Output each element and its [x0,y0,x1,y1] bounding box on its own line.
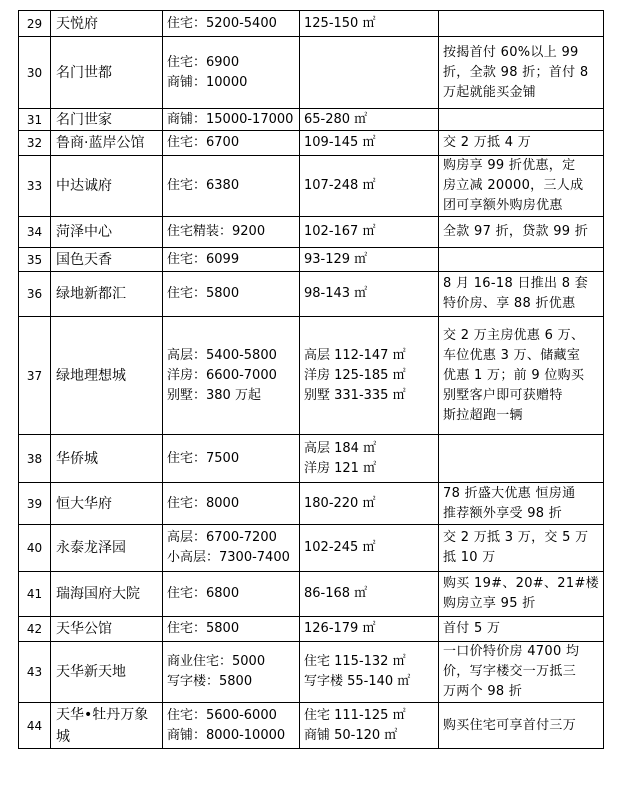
promotion-line: 抵 10 万 [443,550,496,565]
promotion-cell [439,617,604,642]
promotion-line: 价，写字楼交一万抵三 [443,664,577,679]
price-line: 别墅：380 万起 [167,387,261,403]
row-number: 32 [19,131,51,156]
price-line: 住宅：6099 [167,251,240,267]
promotion-cell [439,248,604,272]
area-cell [300,248,439,272]
project-name [51,703,163,749]
table-row [19,435,604,483]
promotion-cell [439,37,604,109]
area-cell [300,703,439,749]
price-line: 高层：5400-5800 [167,347,277,363]
table-row [19,617,604,642]
project-name: 鲁商·蓝岸公馆 [51,131,163,156]
price-cell [163,109,300,131]
project-name: 绿地新都汇 [51,272,163,317]
promotion-line: 万两个 98 折 [443,684,523,699]
promotion-cell [439,217,604,248]
area-line: 高层 184 ㎡ [304,440,377,456]
area-line: 102-245 ㎡ [304,540,376,555]
table-row [19,572,604,617]
price-cell [163,642,300,703]
promotion-line: 万起就能买金铺 [443,84,537,100]
promotion-line: 78 折盛大优惠 恒房通 [443,485,576,501]
promotion-cell [439,272,604,317]
promotion-line: 推荐额外享受 98 折 [443,505,563,521]
promotion-line: 按揭首付 60%以上 99 [443,44,579,60]
area-line: 高层 112-147 ㎡ [304,347,406,363]
area-cell [300,217,439,248]
promotion-cell [439,156,604,217]
row-number: 35 [19,248,51,272]
promotion-line: 购买 19#、20#、21#楼 [443,576,599,591]
area-line: 98-143 ㎡ [304,286,368,301]
promotion-line: 折，全款 98 折；首付 8 [443,64,589,80]
area-line: 180-220 ㎡ [304,495,376,511]
table-row [19,37,604,109]
table-row [19,272,604,317]
row-number: 33 [19,156,51,217]
area-cell [300,435,439,483]
row-number: 37 [19,317,51,435]
table-row [19,642,604,703]
price-cell [163,317,300,435]
price-line: 住宅：5800 [167,286,240,301]
table-row [19,525,604,572]
area-cell [300,525,439,572]
area-line: 写字楼 55-140 ㎡ [304,674,411,689]
promotion-line: 8 月 16-18 日推出 8 套 [443,276,589,291]
project-name: 名门世家 [51,109,163,131]
area-line: 109-145 ㎡ [304,135,376,150]
promotion-line: 交 2 万抵 4 万 [443,135,532,150]
price-cell [163,37,300,109]
promotion-line: 别墅客户即可获赠特 [443,387,563,403]
price-line: 写字楼：5800 [167,674,253,689]
project-name-line: 天华•牡丹万象 [56,706,149,723]
promotion-line: 团可享额外购房优惠 [443,198,563,213]
area-line: 住宅 115-132 ㎡ [304,654,406,669]
promotion-line: 购房立享 95 折 [443,596,536,611]
area-cell [300,109,439,131]
area-line: 洋房 121 ㎡ [304,460,377,476]
row-number: 39 [19,483,51,525]
row-number: 43 [19,642,51,703]
price-line: 住宅：8000 [167,495,240,511]
promotion-cell [439,11,604,37]
table-row [19,109,604,131]
row-number: 38 [19,435,51,483]
price-line: 住宅：6800 [167,586,240,601]
price-cell [163,156,300,217]
price-cell [163,217,300,248]
area-cell [300,272,439,317]
area-cell [300,617,439,642]
table-row [19,248,604,272]
table-row [19,317,604,435]
project-name: 华侨城 [51,435,163,483]
project-name: 绿地理想城 [51,317,163,435]
price-line: 住宅：6900 [167,54,240,70]
promotion-line: 斯拉超跑一辆 [443,407,523,423]
table-row [19,11,604,37]
table-row [19,483,604,525]
project-name: 天华新天地 [51,642,163,703]
price-cell [163,131,300,156]
price-line: 住宅：6700 [167,135,240,150]
table-row [19,131,604,156]
price-line: 住宅精装：9200 [167,224,266,239]
price-line: 住宅：6380 [167,178,240,193]
table-row [19,156,604,217]
area-line: 住宅 111-125 ㎡ [304,707,406,723]
area-line: 93-129 ㎡ [304,251,368,267]
area-line: 86-168 ㎡ [304,586,368,601]
price-cell [163,572,300,617]
price-cell [163,11,300,37]
promotion-line: 购房享 99 折优惠，定 [443,158,576,173]
promotion-line: 优惠 1 万；前 9 位购买 [443,367,585,383]
price-cell [163,617,300,642]
area-cell [300,131,439,156]
row-number: 41 [19,572,51,617]
row-number: 31 [19,109,51,131]
area-cell [300,572,439,617]
price-line: 小高层：7300-7400 [167,550,290,565]
price-line: 高层：6700-7200 [167,530,277,545]
price-line: 商业住宅：5000 [167,654,266,669]
area-line: 107-248 ㎡ [304,178,376,193]
price-cell [163,525,300,572]
promotion-cell [439,483,604,525]
project-name: 中达诚府 [51,156,163,217]
row-number: 30 [19,37,51,109]
price-line: 住宅：5200-5400 [167,15,277,31]
project-name: 天悦府 [51,11,163,37]
project-name: 菏泽中心 [51,217,163,248]
project-name: 天华公馆 [51,617,163,642]
row-number: 34 [19,217,51,248]
area-line: 102-167 ㎡ [304,224,376,239]
area-line: 126-179 ㎡ [304,621,376,636]
area-cell [300,37,439,109]
promotion-cell [439,435,604,483]
project-name-line: 城 [56,728,70,745]
price-cell [163,703,300,749]
promotion-cell [439,642,604,703]
promotion-cell [439,703,604,749]
promotion-line: 车位优惠 3 万、储藏室 [443,347,581,363]
price-line: 洋房：6600-7000 [167,367,277,383]
area-cell [300,156,439,217]
project-name: 名门世都 [51,37,163,109]
price-cell [163,435,300,483]
row-number: 29 [19,11,51,37]
area-line: 洋房 125-185 ㎡ [304,367,406,383]
price-line: 商铺：8000-10000 [167,727,286,743]
price-line: 商铺：10000 [167,74,248,90]
price-line: 住宅：7500 [167,450,240,466]
price-cell [163,483,300,525]
row-number: 40 [19,525,51,572]
promotion-line: 房立减 20000，三人成 [443,178,584,193]
area-line: 65-280 ㎡ [304,111,368,127]
price-cell [163,248,300,272]
promotion-cell [439,317,604,435]
promotion-line: 全款 97 折，贷款 99 折 [443,224,589,239]
price-line: 住宅：5800 [167,621,240,636]
project-name: 国色天香 [51,248,163,272]
promotion-line: 一口价特价房 4700 均 [443,644,580,659]
price-line: 住宅：5600-6000 [167,707,277,723]
area-cell [300,642,439,703]
row-number: 36 [19,272,51,317]
table-row [19,217,604,248]
promotion-line: 交 2 万抵 3 万，交 5 万 [443,530,589,545]
project-name: 永泰龙泽园 [51,525,163,572]
row-number: 44 [19,703,51,749]
row-number: 42 [19,617,51,642]
promotion-line: 特价房、享 88 折优惠 [443,296,576,311]
area-cell [300,317,439,435]
property-price-table [18,10,604,749]
promotion-line: 交 2 万主房优惠 6 万、 [443,327,585,343]
area-cell [300,11,439,37]
area-line: 别墅 331-335 ㎡ [304,387,406,403]
project-name: 恒大华府 [51,483,163,525]
promotion-cell [439,572,604,617]
promotion-cell [439,525,604,572]
promotion-line: 首付 5 万 [443,621,501,636]
area-cell [300,483,439,525]
promotion-cell [439,131,604,156]
price-cell [163,272,300,317]
promotion-line: 购买住宅可享首付三万 [443,717,577,733]
project-name: 瑞海国府大院 [51,572,163,617]
price-line: 商铺：15000-17000 [167,111,294,127]
table-row [19,703,604,749]
area-line: 125-150 ㎡ [304,15,376,31]
area-line: 商铺 50-120 ㎡ [304,727,398,743]
promotion-cell [439,109,604,131]
